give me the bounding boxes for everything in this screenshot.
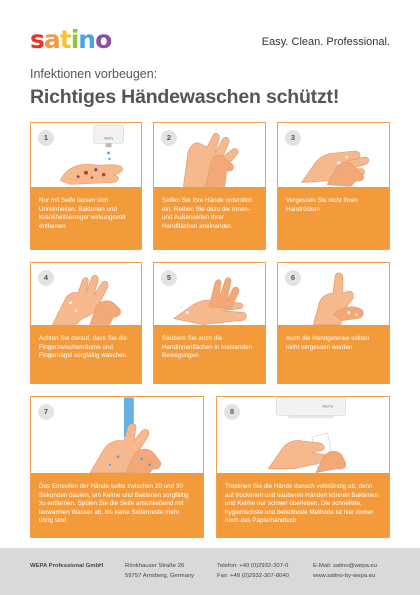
step-card-5 — [153, 262, 266, 384]
logo-letter: i — [70, 25, 79, 54]
footer-email[interactable]: E-Mail: satino@wepa.eu — [313, 563, 377, 569]
logo-letter: t — [59, 25, 71, 54]
logo-letter: s — [30, 25, 44, 54]
footer-fax: Fax: +49 (0)2932-307-8040 — [217, 573, 289, 579]
step-number-badge: 8 — [224, 404, 240, 420]
step-illustration — [217, 397, 389, 475]
step-text: Seifen Sie Ihre Hände ordentlich ein. Reiben Sie dazu die Innen- und Außenseiten Ihrer Handflächen aneinander. — [154, 187, 265, 249]
step-text: Auch die Handgelenke sollten nicht vergessen werden — [278, 325, 389, 383]
step-card-8 — [216, 396, 390, 538]
step-card-4 — [30, 262, 142, 384]
logo-letter: n — [78, 25, 96, 54]
footer-city: 59757 Arnsberg, Germany — [125, 573, 195, 579]
towel-dispenser-label: WePa — [322, 403, 334, 409]
step-card-7 — [30, 396, 204, 538]
step-text: Säubern Sie auch die Handinnenflächen in kreisenden Bewegungen — [154, 325, 265, 383]
page-title: Richtiges Händewaschen schützt! — [30, 86, 340, 108]
step-card-2 — [153, 122, 266, 250]
footer-telephone: Telefon: +49 (0)2932-307-0 — [217, 563, 289, 569]
hands-rinse-water-illustration — [31, 397, 203, 475]
step-card-6 — [277, 262, 390, 384]
step-text: Das Einseifen der Hände sollte zwischen 20 und 30 Sekunden dauern, um Keime und Bakterien sorgfältig zu entfernen. Spülen Sie die Seife anschließend mit lauwarmen Wasser ab, bis keine Seifenreste mehr übrig sind — [31, 473, 203, 537]
step-text: Trocknen Sie die Hände danach vollständig ab, denn auf trockenen und sauberen Händen können Bakterien und Keime nur schwer überleben. Die schnellste, hygienischste und beliebteste Methode ist hier immer noch das Papierhandtuch — [217, 473, 389, 537]
step-text: Achten Sie darauf, dass Sie die Fingerzwischenräume und Fingernägel sorgfältig waschen — [31, 325, 141, 383]
footer-address — [125, 561, 194, 581]
satino-logo — [30, 27, 111, 52]
footer-street: Rönkhauser Straße 26 — [125, 563, 185, 569]
step-number-badge: 4 — [38, 270, 54, 286]
footer — [0, 548, 420, 595]
footer-company: WEPA Professional GmbH — [30, 563, 104, 569]
step-card-1 — [30, 122, 142, 250]
step-number-badge: 1 — [38, 130, 54, 146]
step-number-badge: 7 — [38, 404, 54, 420]
step-text: Nur mit Seife lassen sich Unreinheiten, Bakterien und Krankheitserreger wirkungsvoll entfernen — [31, 187, 141, 249]
paper-towel-dry-illustration — [217, 397, 389, 475]
step-number-badge: 3 — [285, 130, 301, 146]
logo-letter: o — [95, 25, 112, 54]
tagline: Easy. Clean. Professional. — [261, 36, 390, 48]
step-card-3 — [277, 122, 390, 250]
dispenser-label: WePa — [103, 136, 114, 141]
step-number-badge: 5 — [161, 270, 177, 286]
logo-letter: a — [43, 25, 60, 54]
page-subtitle: Infektionen vorbeugen: — [30, 67, 158, 81]
step-number-badge: 6 — [285, 270, 301, 286]
footer-phone — [217, 561, 289, 581]
step-text: Vergessen Sie nicht Ihren Handrücken — [278, 187, 389, 249]
step-illustration — [31, 397, 203, 475]
footer-web — [313, 561, 377, 581]
step-number-badge: 2 — [161, 130, 177, 146]
footer-website[interactable]: www.satino-by-wepa.eu — [313, 573, 376, 579]
